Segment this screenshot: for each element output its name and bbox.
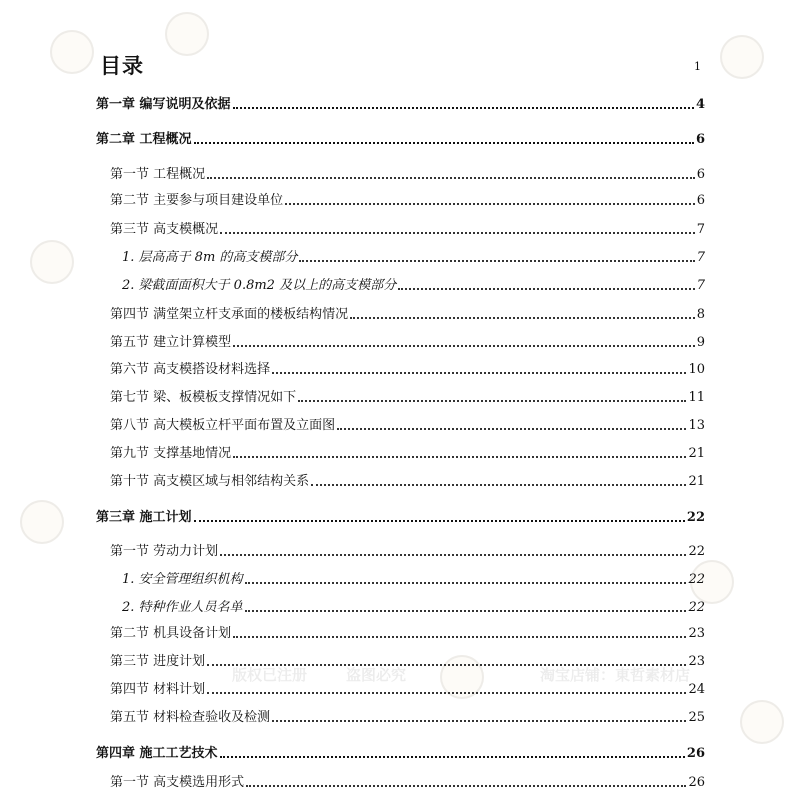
toc-leader-dots <box>245 610 687 612</box>
toc-entry[interactable] <box>110 542 705 560</box>
watermark-text: 版权已注册 <box>232 666 308 684</box>
toc-entry[interactable] <box>110 624 705 642</box>
toc-entry-label: 第一章 编写说明及依据 <box>96 97 231 112</box>
toc-entry-page: 6 <box>695 132 705 147</box>
toc-entry[interactable] <box>110 444 705 462</box>
toc-entry-label: 1. 安全管理组织机构 <box>122 572 243 587</box>
toc-leader-dots <box>246 785 686 787</box>
toc-entry-label: 第四节 材料计划 <box>110 682 206 697</box>
toc-leader-dots <box>220 232 695 234</box>
toc-entry-label: 第九节 支撑基地情况 <box>110 446 232 461</box>
toc-entry[interactable] <box>110 220 705 238</box>
toc-entry[interactable] <box>110 680 705 698</box>
toc-entry-label: 第三节 高支模概况 <box>110 222 219 237</box>
toc-entry-page: 22 <box>686 510 705 525</box>
toc-leader-dots <box>194 142 694 144</box>
toc-entry-page: 9 <box>696 335 705 350</box>
toc-entry-label: 第五节 建立计算模型 <box>110 335 232 350</box>
toc-entry-label: 2. 梁截面面积大于 0.8m2 及以上的高支模部分 <box>122 278 397 293</box>
toc-entry-page: 7 <box>696 222 705 237</box>
toc-entry[interactable] <box>96 95 705 113</box>
toc-entry-page: 24 <box>688 682 705 697</box>
toc-leader-dots <box>299 260 694 262</box>
toc-entry-page: 10 <box>688 362 705 377</box>
toc-leader-dots <box>233 636 686 638</box>
toc-entry-label: 第四节 满堂架立杆支承面的楼板结构情况 <box>110 307 349 322</box>
toc-entry-page: 13 <box>688 418 705 433</box>
toc-entry[interactable] <box>110 165 705 183</box>
toc-entry-label: 第一节 劳动力计划 <box>110 544 219 559</box>
toc-entry-page: 22 <box>688 544 705 559</box>
toc-entry-page: 6 <box>696 193 705 208</box>
toc-entry-label: 第二章 工程概况 <box>96 132 192 147</box>
toc-leader-dots <box>350 317 695 319</box>
toc-entry-label: 第三章 施工计划 <box>96 510 192 525</box>
watermark-text: 盗图必究 <box>346 666 407 684</box>
toc-entry[interactable] <box>96 744 705 762</box>
toc-entry-label: 第二节 主要参与项目建设单位 <box>110 193 284 208</box>
toc-leader-dots <box>194 520 685 522</box>
toc-entry[interactable] <box>122 570 705 588</box>
toc-leader-dots <box>311 484 686 486</box>
toc-leader-dots <box>398 288 695 290</box>
toc-leader-dots <box>207 177 695 179</box>
toc-entry-page: 22 <box>688 600 705 615</box>
watermark-text: 淘宝店铺：東哲素材店 <box>540 666 691 684</box>
toc-entry-page: 8 <box>696 307 705 322</box>
toc-entry-page: 6 <box>696 167 705 182</box>
toc-entry-label: 1. 层高高于 8m 的高支模部分 <box>122 250 298 265</box>
toc-entry-label: 第五节 材料检查验收及检测 <box>110 710 271 725</box>
toc-entry-label: 第六节 高支模搭设材料选择 <box>110 362 271 377</box>
toc-entry-page: 26 <box>686 746 705 761</box>
toc-entry-label: 第八节 高大模板立杆平面布置及立面图 <box>110 418 336 433</box>
toc-entry[interactable] <box>110 191 705 209</box>
toc-leader-dots <box>233 345 695 347</box>
toc-entry-page: 7 <box>696 250 705 265</box>
toc-leader-dots <box>245 582 687 584</box>
toc-entry[interactable] <box>110 305 705 323</box>
toc-leader-dots <box>298 400 686 402</box>
toc-entry-page: 4 <box>695 97 705 112</box>
toc-entry[interactable] <box>110 708 705 726</box>
toc-entry[interactable] <box>110 773 705 791</box>
toc-leader-dots <box>233 456 686 458</box>
toc-entry[interactable] <box>96 130 705 148</box>
toc-entry-page: 21 <box>688 474 705 489</box>
toc-entry-page: 25 <box>688 710 705 725</box>
toc-leader-dots <box>220 554 686 556</box>
toc-entry-label: 第一节 高支模选用形式 <box>110 775 245 790</box>
toc-leader-dots <box>272 720 686 722</box>
toc-entry[interactable] <box>122 248 705 266</box>
toc-entry-label: 第二节 机具设备计划 <box>110 626 232 641</box>
toc-entry[interactable] <box>110 472 705 490</box>
toc-entry-label: 2. 特种作业人员名单 <box>122 600 243 615</box>
toc-title: 目录 <box>100 54 144 78</box>
toc-entry[interactable] <box>96 508 705 526</box>
toc-entry-label: 第十节 高支模区域与相邻结构关系 <box>110 474 310 489</box>
toc-entry-label: 第七节 梁、板模板支撑情况如下 <box>110 390 297 405</box>
toc-entry-page: 23 <box>688 626 705 641</box>
toc-entry-page: 7 <box>696 278 705 293</box>
toc-entry-page: 22 <box>688 572 705 587</box>
toc-leader-dots <box>233 107 694 109</box>
toc-leader-dots <box>337 428 686 430</box>
toc-leader-dots <box>207 692 686 694</box>
toc-entry-label: 第一节 工程概况 <box>110 167 206 182</box>
page-number: 1 <box>694 60 701 73</box>
toc-entry[interactable] <box>110 416 705 434</box>
toc-entry-page: 26 <box>688 775 705 790</box>
toc-entry[interactable] <box>110 360 705 378</box>
toc-entry[interactable] <box>110 652 705 670</box>
toc-leader-dots <box>220 756 685 758</box>
toc-entry[interactable] <box>110 388 705 406</box>
toc-entry-page: 21 <box>688 446 705 461</box>
toc-entry[interactable] <box>110 333 705 351</box>
toc-entry[interactable] <box>122 598 705 616</box>
toc-leader-dots <box>272 372 686 374</box>
toc-leader-dots <box>285 203 695 205</box>
toc-entry[interactable] <box>122 276 705 294</box>
toc-entry-label: 第三节 进度计划 <box>110 654 206 669</box>
toc-entry-page: 11 <box>688 390 705 405</box>
toc-entry-page: 23 <box>688 654 705 669</box>
toc-entry-label: 第四章 施工工艺技术 <box>96 746 218 761</box>
toc-leader-dots <box>207 664 686 666</box>
